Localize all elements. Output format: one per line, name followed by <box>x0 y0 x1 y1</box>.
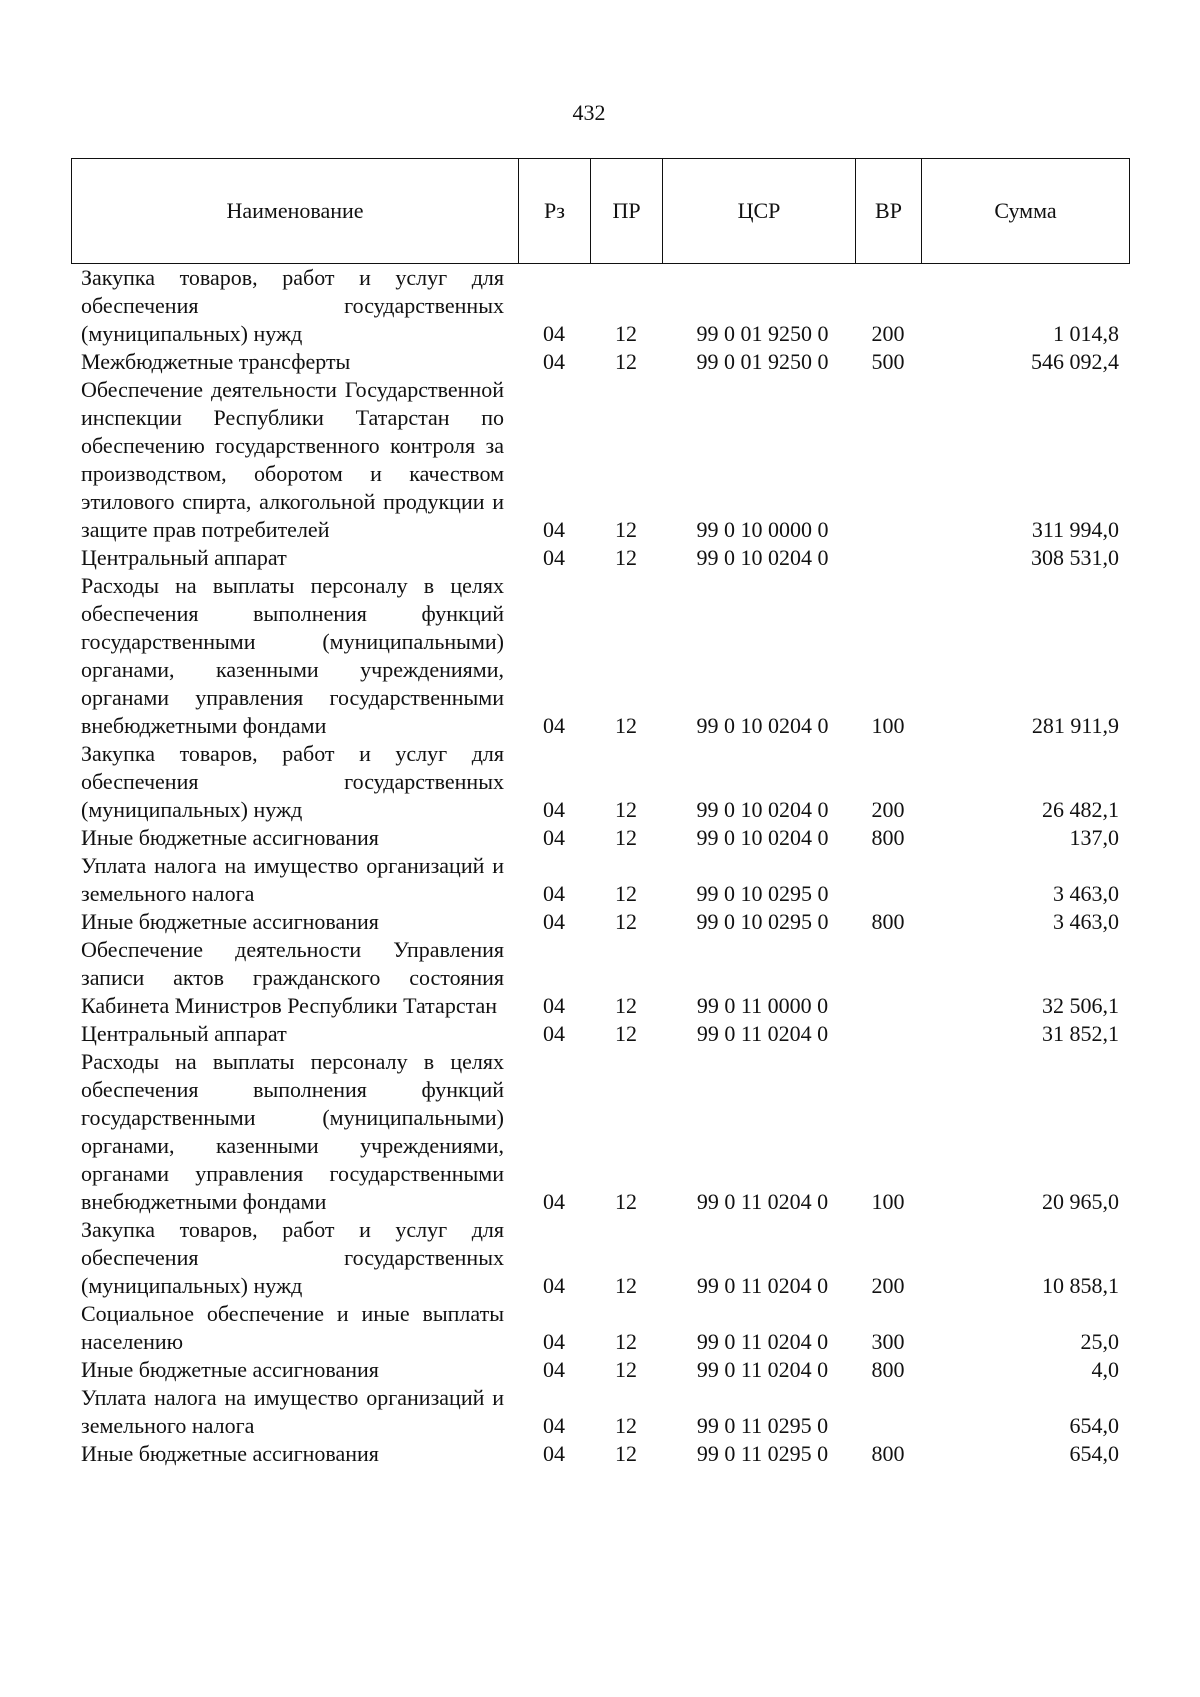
row-name: Социальное обеспечение и иные выплаты населению <box>81 1301 504 1354</box>
table-row <box>71 348 1129 376</box>
cell-vr: 800 <box>871 1441 905 1466</box>
header-rz: Рз <box>519 159 591 264</box>
table-header <box>71 158 1130 264</box>
cell-vr <box>855 544 921 572</box>
cell-vr: 800 <box>871 909 905 934</box>
cell-csr: 99 0 10 0204 0 <box>696 713 829 738</box>
cell-csr: 99 0 10 0204 0 <box>696 825 829 850</box>
cell-sum: 20 965,0 <box>1042 1189 1119 1214</box>
cell-sum: 137,0 <box>1069 825 1119 850</box>
row-name: Центральный аппарат <box>81 545 287 570</box>
cell-rz: 04 <box>543 321 565 346</box>
cell-pr: 12 <box>615 1329 637 1354</box>
cell-vr: 200 <box>871 797 905 822</box>
cell-rz: 04 <box>543 1329 565 1354</box>
cell-csr: 99 0 01 9250 0 <box>696 349 829 374</box>
cell-sum: 308 531,0 <box>1031 545 1119 570</box>
cell-pr: 12 <box>615 1021 637 1046</box>
table-row <box>71 1440 1129 1468</box>
cell-name <box>71 1048 518 1216</box>
cell-name <box>71 1300 518 1356</box>
cell-name <box>71 1384 518 1440</box>
cell-pr: 12 <box>615 349 637 374</box>
cell-vr <box>855 1384 921 1440</box>
table-row <box>71 376 1129 544</box>
cell-sum: 3 463,0 <box>1053 909 1119 934</box>
header-pr: ПР <box>591 159 663 264</box>
cell-rz: 04 <box>543 797 565 822</box>
cell-pr: 12 <box>615 881 637 906</box>
cell-name <box>71 1356 518 1384</box>
cell-rz: 04 <box>543 881 565 906</box>
table-row <box>71 1300 1129 1356</box>
table-body <box>71 264 1129 1468</box>
table-row <box>71 852 1129 908</box>
cell-name <box>71 544 518 572</box>
cell-name <box>71 376 518 544</box>
table-row <box>71 824 1129 852</box>
cell-sum: 4,0 <box>1091 1357 1119 1382</box>
cell-csr: 99 0 10 0204 0 <box>696 797 829 822</box>
cell-csr: 99 0 10 0295 0 <box>696 909 829 934</box>
cell-pr: 12 <box>615 713 637 738</box>
table-row <box>71 1216 1129 1300</box>
cell-csr: 99 0 11 0204 0 <box>696 1189 829 1214</box>
cell-pr: 12 <box>615 993 637 1018</box>
cell-name <box>71 348 518 376</box>
cell-pr: 12 <box>615 797 637 822</box>
cell-pr: 12 <box>615 517 637 542</box>
cell-csr: 99 0 11 0295 0 <box>696 1441 829 1466</box>
cell-vr: 200 <box>871 1273 905 1298</box>
cell-csr: 99 0 11 0204 0 <box>696 1021 829 1046</box>
cell-csr: 99 0 10 0204 0 <box>696 545 829 570</box>
cell-rz: 04 <box>543 825 565 850</box>
row-name: Закупка товаров, работ и услуг для обеспечения государственных (муниципальных) нужд <box>81 1217 504 1298</box>
row-name: Иные бюджетные ассигнования <box>81 1357 379 1382</box>
table-row <box>71 264 1129 348</box>
row-name: Обеспечение деятельности Государственной инспекции Республики Татарстан по обеспечению государственного контроля за производством, оборотом и качеством этилового спирта, алкогольной продукции и защите прав потребителей <box>81 377 504 542</box>
cell-vr: 100 <box>871 1189 905 1214</box>
row-name: Закупка товаров, работ и услуг для обеспечения государственных (муниципальных) нужд <box>81 265 504 346</box>
cell-csr: 99 0 11 0295 0 <box>696 1413 829 1438</box>
cell-rz: 04 <box>543 1441 565 1466</box>
cell-pr: 12 <box>615 1413 637 1438</box>
cell-pr: 12 <box>615 545 637 570</box>
cell-csr: 99 0 10 0000 0 <box>696 517 829 542</box>
table-row <box>71 572 1129 740</box>
row-name: Уплата налога на имущество организаций и земельного налога <box>81 1385 504 1438</box>
cell-csr: 99 0 10 0295 0 <box>696 881 829 906</box>
page-number: 432 <box>572 100 606 125</box>
cell-sum: 1 014,8 <box>1053 321 1119 346</box>
cell-name <box>71 572 518 740</box>
cell-rz: 04 <box>543 545 565 570</box>
cell-sum: 654,0 <box>1069 1441 1119 1466</box>
cell-sum: 546 092,4 <box>1031 349 1119 374</box>
table-row <box>71 1048 1129 1216</box>
row-name: Межбюджетные трансферты <box>81 349 351 374</box>
cell-name <box>71 908 518 936</box>
cell-vr: 200 <box>871 321 905 346</box>
cell-vr: 800 <box>871 825 905 850</box>
cell-rz: 04 <box>543 713 565 738</box>
cell-rz: 04 <box>543 993 565 1018</box>
cell-csr: 99 0 11 0204 0 <box>696 1273 829 1298</box>
row-name: Иные бюджетные ассигнования <box>81 825 379 850</box>
cell-sum: 32 506,1 <box>1042 993 1119 1018</box>
cell-rz: 04 <box>543 1413 565 1438</box>
cell-csr: 99 0 11 0204 0 <box>696 1357 829 1382</box>
cell-rz: 04 <box>543 349 565 374</box>
cell-sum: 281 911,9 <box>1031 713 1119 738</box>
row-name: Расходы на выплаты персоналу в целях обеспечения выполнения функций государственными (муниципальными) органами, казенными учреждениями, органами управления государственными внебюджетными фондами <box>81 1049 504 1214</box>
cell-rz: 04 <box>543 1021 565 1046</box>
cell-sum: 31 852,1 <box>1042 1021 1119 1046</box>
cell-pr: 12 <box>615 1189 637 1214</box>
header-csr: ЦСР <box>663 159 856 264</box>
cell-csr: 99 0 11 0204 0 <box>696 1329 829 1354</box>
cell-csr: 99 0 01 9250 0 <box>696 321 829 346</box>
cell-name <box>71 740 518 824</box>
header-sum: Сумма <box>922 159 1130 264</box>
cell-vr: 100 <box>871 713 905 738</box>
row-name: Закупка товаров, работ и услуг для обеспечения государственных (муниципальных) нужд <box>81 741 504 822</box>
cell-sum: 25,0 <box>1080 1329 1119 1354</box>
table-row <box>71 1384 1129 1440</box>
cell-sum: 654,0 <box>1069 1413 1119 1438</box>
cell-name <box>71 264 518 348</box>
cell-csr: 99 0 11 0000 0 <box>696 993 829 1018</box>
header-name: Наименование <box>72 159 519 264</box>
cell-vr <box>855 376 921 544</box>
cell-name <box>71 1020 518 1048</box>
row-name: Центральный аппарат <box>81 1021 287 1046</box>
cell-vr: 500 <box>871 349 905 374</box>
cell-vr <box>855 936 921 1020</box>
cell-rz: 04 <box>543 517 565 542</box>
cell-pr: 12 <box>615 1441 637 1466</box>
cell-pr: 12 <box>615 825 637 850</box>
cell-rz: 04 <box>543 1357 565 1382</box>
table-row <box>71 740 1129 824</box>
cell-pr: 12 <box>615 1273 637 1298</box>
cell-name <box>71 936 518 1020</box>
cell-vr: 300 <box>871 1329 905 1354</box>
table-row <box>71 1020 1129 1048</box>
cell-name <box>71 852 518 908</box>
cell-vr: 800 <box>871 1357 905 1382</box>
row-name: Иные бюджетные ассигнования <box>81 909 379 934</box>
cell-rz: 04 <box>543 909 565 934</box>
table-row <box>71 1356 1129 1384</box>
cell-pr: 12 <box>615 1357 637 1382</box>
cell-sum: 311 994,0 <box>1031 517 1119 542</box>
cell-vr <box>855 852 921 908</box>
cell-vr <box>855 1020 921 1048</box>
cell-name <box>71 1440 518 1468</box>
table-row <box>71 936 1129 1020</box>
cell-pr: 12 <box>615 321 637 346</box>
cell-name <box>71 824 518 852</box>
row-name: Расходы на выплаты персоналу в целях обеспечения выполнения функций государственными (муниципальными) органами, казенными учреждениями, органами управления государственными внебюджетными фондами <box>81 573 504 738</box>
cell-sum: 26 482,1 <box>1042 797 1119 822</box>
row-name: Уплата налога на имущество организаций и земельного налога <box>81 853 504 906</box>
row-name: Обеспечение деятельности Управления записи актов гражданского состояния Кабинета Министров Республики Татарстан <box>81 937 504 1018</box>
cell-pr: 12 <box>615 909 637 934</box>
header-vr: ВР <box>856 159 922 264</box>
cell-sum: 10 858,1 <box>1042 1273 1119 1298</box>
table-row <box>71 544 1129 572</box>
cell-name <box>71 1216 518 1300</box>
budget-table <box>71 264 1129 1468</box>
cell-rz: 04 <box>543 1273 565 1298</box>
table-row <box>71 908 1129 936</box>
cell-rz: 04 <box>543 1189 565 1214</box>
row-name: Иные бюджетные ассигнования <box>81 1441 379 1466</box>
cell-sum: 3 463,0 <box>1053 881 1119 906</box>
